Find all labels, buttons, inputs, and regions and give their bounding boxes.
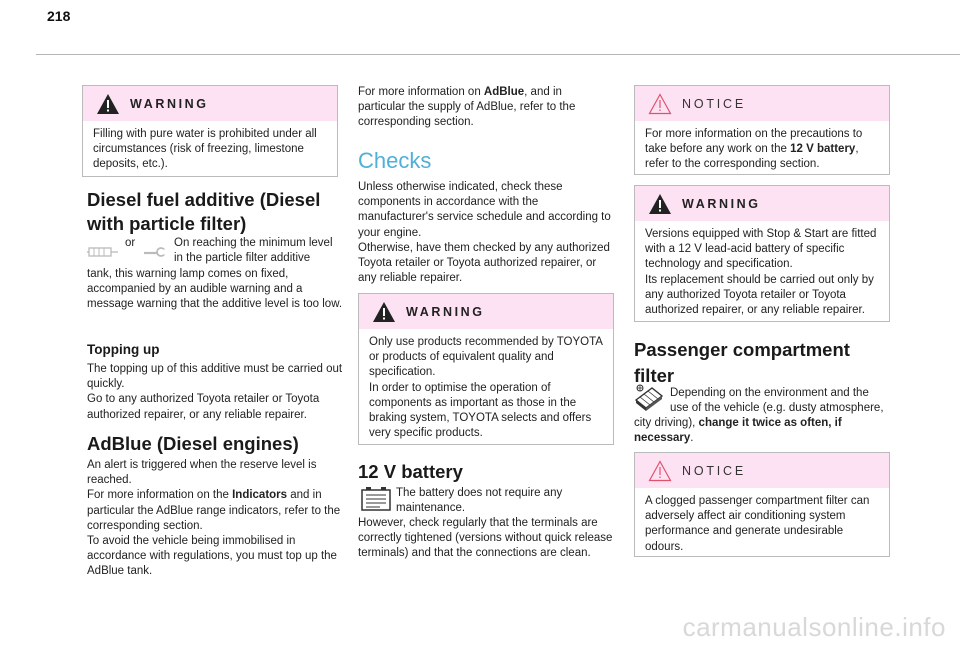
header-rule <box>36 54 960 55</box>
adblue-text: An alert is triggered when the reserve level is reached. For more information on the Indicators and in particular the AdBlue range indicators, refer to the corresponding section. To avoid the vehicle being immobilised in accordance with regulations, you must top up the AdBlue tank. <box>87 459 341 578</box>
warning-box-stop-start <box>634 185 890 322</box>
notice-body: For more information on the precautions to take before any work on the 12 V battery, refer to the corresponding section. <box>645 128 863 171</box>
adblue-intro: For more information on AdBlue, and in particular the supply of AdBlue, refer to the corresponding section. <box>358 86 576 129</box>
warning-title: WARNING <box>406 304 485 319</box>
battery-heading: 12 V battery <box>358 461 463 482</box>
wrench-icon <box>142 246 168 258</box>
warning-box-header <box>359 294 613 329</box>
notice-box-battery <box>634 85 890 175</box>
diesel-text: tank, this warning lamp comes on fixed, accompanied by an audible warning and a message warning that the additive level is too low. <box>87 268 343 311</box>
filter-text: city driving), change it twice as often, if necessary. <box>634 417 842 445</box>
warning-box-water <box>82 85 338 177</box>
warning-box-products <box>358 293 614 445</box>
adblue-heading: AdBlue (Diesel engines) <box>87 433 299 454</box>
battery-icon <box>360 484 392 512</box>
battery-text-lines: The battery does not require any maintenance. <box>396 487 563 515</box>
filter-text-lines: Depending on the environment and the use of the vehicle (e.g. dusty atmosphere, <box>670 387 884 415</box>
notice-box-header <box>635 453 889 488</box>
notice-title: NOTICE <box>682 463 747 478</box>
warning-box-header <box>635 186 889 221</box>
cabin-filter-icon <box>634 384 664 412</box>
warning-box-header <box>83 86 337 121</box>
diesel-text-lines: On reaching the minimum level in the particle filter additive <box>174 237 333 265</box>
topping-up-text: The topping up of this additive must be carried out quickly. Go to any authorized Toyota retailer or Toyota authorized repairer, or any reliable repairer. <box>87 363 343 421</box>
notice-triangle-icon <box>648 460 672 482</box>
particle-filter-icon <box>87 244 119 260</box>
checks-text: Unless otherwise indicated, check these components in accordance with the manufacturer's service schedule and according to your engine. Otherwise, have them checked by any authorized Toyota retailer or Toyota authorized repairer, or any reliable repairer. <box>358 181 611 285</box>
or-label: or <box>125 237 136 249</box>
passenger-filter-heading: Passenger compartment filter <box>634 339 850 386</box>
notice-body: A clogged passenger compartment filter can adversely affect air conditioning system performance and generate undesirable odours. <box>645 495 870 553</box>
warning-body: Only use products recommended by TOYOTA or products of equivalent quality and specification. In order to optimise the operation of components as important as those in the braking system, TOYOTA selects and offers very specific products. <box>369 336 603 440</box>
warning-body: Filling with pure water is prohibited under all circumstances (risk of freezing, limestone deposits, etc.). <box>93 128 317 171</box>
warning-triangle-icon <box>372 301 396 323</box>
battery-text: However, check regularly that the terminals are correctly tightened (versions without quick release terminals) and that the connections are clean. <box>358 517 613 560</box>
warning-triangle-icon <box>96 93 120 115</box>
watermark: carmanualsonline.info <box>682 612 946 642</box>
notice-triangle-icon <box>648 93 672 115</box>
checks-heading: Checks <box>358 148 432 173</box>
topping-up-heading: Topping up <box>87 342 160 357</box>
warning-body: Versions equipped with Stop & Start are fitted with a 12 V lead-acid battery of specific technology and specification. Its replacement should be carried out only by any authorized Toyota retailer or Toyota authorized repairer, or any reliable repairer. <box>645 228 877 317</box>
warning-title: WARNING <box>682 196 761 211</box>
notice-box-filter <box>634 452 890 557</box>
notice-box-header <box>635 86 889 121</box>
warning-title: WARNING <box>130 96 209 111</box>
notice-title: NOTICE <box>682 96 747 111</box>
page-number: 218 <box>47 8 71 24</box>
diesel-additive-heading: Diesel fuel additive (Diesel with particle filter) <box>87 189 321 234</box>
warning-triangle-icon <box>648 193 672 215</box>
